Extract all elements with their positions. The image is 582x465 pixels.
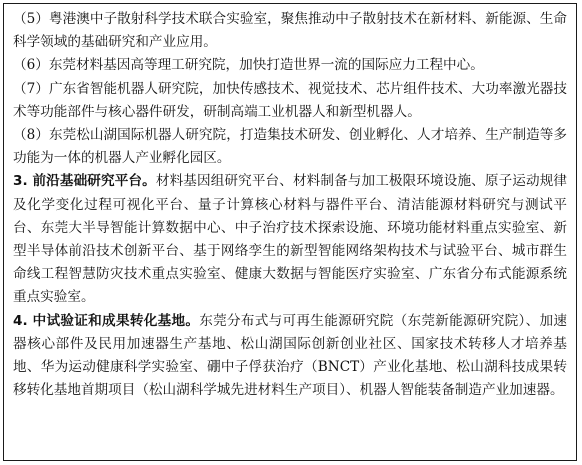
section-4-heading: 4. 中试验证和成果转化基地。 [13, 312, 200, 329]
paragraph-lab-7 [13, 78, 567, 124]
paragraph-lab-6-text: （6）东莞材料基因高等理工研究院，加快打造世界一流的国际应力工程中心。 [13, 57, 484, 74]
paragraph-lab-5-text: （5）粤港澳中子散射科学技术联合实验室，聚焦推动中子散射技术在新材料、新能源、生命科学领域的基础研究和产业应用。 [13, 11, 567, 51]
paragraph-section-3 [13, 170, 567, 309]
section-3-heading: 3. 前沿基础研究平台。 [13, 173, 156, 190]
document-text-box [3, 3, 577, 461]
section-4-text: 东莞分布式与可再生能源研究院（东莞新能源研究院）、加速器核心部件及民用加速器生产基地、松山湖国际创新创业社区、国家技术转移人才培养基地、华为运动健康科学实验室、硼中子俘获治疗（BNCT）产业化基地、松山湖科技成果转移转化基地首期项目（松山湖科学城先进材料生产项目）、机器人智能装备制造产业加速器。 [13, 312, 568, 399]
paragraph-lab-5 [13, 8, 567, 54]
paragraph-section-4 [13, 310, 567, 403]
paragraph-lab-7-text: （7）广东省智能机器人研究院，加快传感技术、视觉技术、芯片组件技术、大功率激光器技术等功能部件与核心器件研发，研制高端工业机器人和新型机器人。 [13, 80, 567, 120]
paragraph-lab-8 [13, 124, 567, 170]
paragraph-lab-8-text: （8）东莞松山湖国际机器人研究院，打造集技术研发、创业孵化、人才培养、生产制造等多功能为一体的机器人产业孵化园区。 [13, 127, 567, 167]
section-3-text: 材料基因组研究平台、材料制备与加工极限环境设施、原子运动规律及化学变化过程可视化平台、量子计算核心材料与器件平台、清洁能源材料研究与测试平台、东莞大半导智能计算数据中心、中子治疗技术探索设施、环境功能材料重点实验室、新型半导体前沿技术创新平台、基于网络孪生的新型智能网络架构技术与试验平台、城市群生命线工程智慧防灾技术重点实验室、健康大数据与智能医疗实验室、广东省分布式能源系统重点实验室。 [13, 173, 568, 306]
paragraph-lab-6 [13, 54, 567, 77]
